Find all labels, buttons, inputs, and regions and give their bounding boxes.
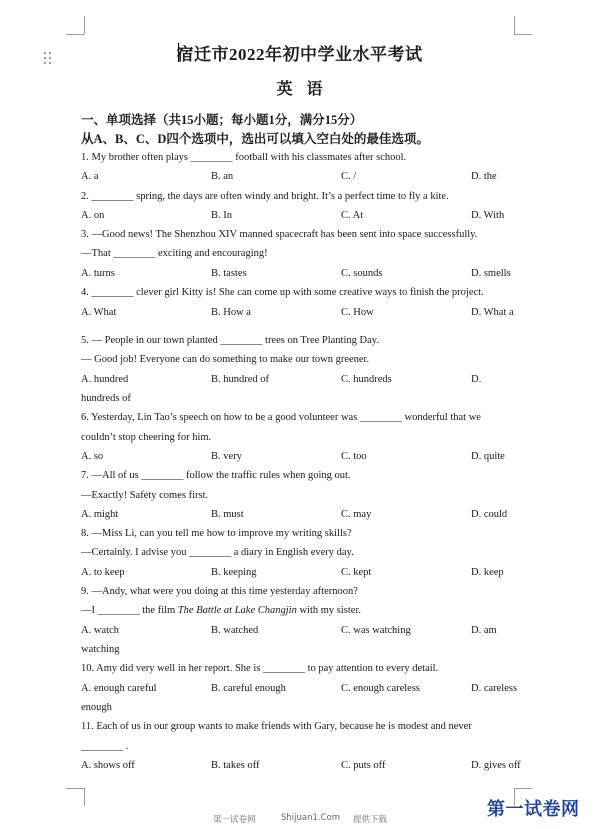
option-a[interactable]: A. enough careful — [81, 683, 157, 694]
option-d[interactable]: D. smells — [471, 268, 511, 279]
option-b[interactable]: B. must — [211, 509, 244, 520]
question-stem: 8. —Miss Li, can you tell me how to improve my writing skills? — [81, 528, 352, 539]
footer-site-name: 第一试卷网 — [213, 815, 256, 825]
option-c[interactable]: C. kept — [341, 567, 372, 578]
brand-logo-text: 第一试卷网 — [487, 799, 580, 820]
question-stem: 4. ________ clever girl Kitty is! She can come up with some creative ways to finish the project. — [81, 287, 484, 298]
option-b[interactable]: B. How a — [211, 307, 251, 318]
option-c[interactable]: C. may — [341, 509, 372, 520]
option-d[interactable]: D. quite — [471, 451, 505, 462]
question-stem: 5. — People in our town planted ________ trees on Tree Planting Day. — [81, 335, 379, 346]
question-stem: 9. —Andy, what were you doing at this time yesterday afternoon? — [81, 586, 358, 597]
option-d[interactable]: D. the — [471, 171, 497, 182]
option-d-wrap[interactable]: enough — [81, 702, 112, 713]
option-a[interactable]: A. shows off — [81, 760, 135, 771]
question-stem — [81, 604, 361, 618]
option-d[interactable]: D. What a — [471, 307, 514, 318]
question-stem: 7. —All of us ________ follow the traffic rules when going out. — [81, 470, 351, 481]
question-stem: 3. —Good news! The Shenzhou XIV manned spacecraft has been sent into space successfully. — [81, 229, 478, 240]
option-a[interactable]: A. might — [81, 509, 119, 520]
crop-mark — [514, 788, 532, 789]
option-d-wrap[interactable]: watching — [81, 644, 120, 655]
option-c[interactable]: C. / — [341, 171, 357, 182]
option-b[interactable]: B. an — [211, 171, 234, 182]
option-b[interactable]: B. very — [211, 451, 242, 462]
option-b[interactable]: B. In — [211, 210, 232, 221]
option-a[interactable]: A. hundred — [81, 374, 129, 385]
footer-note: 提供下载 — [353, 815, 388, 825]
crop-mark — [66, 34, 84, 35]
option-b[interactable]: B. hundred of — [211, 374, 270, 385]
option-d[interactable]: D. am — [471, 625, 497, 636]
question-stem: 1. My brother often plays ________ football with his classmates after school. — [81, 152, 407, 163]
question-stem: —That ________ exciting and encouraging! — [81, 248, 268, 259]
stem-text: —I ________ the film — [81, 605, 178, 616]
option-d[interactable]: D. keep — [471, 567, 504, 578]
crop-mark — [84, 16, 85, 34]
option-a[interactable]: A. so — [81, 451, 104, 462]
option-d[interactable]: D. — [471, 374, 482, 385]
film-title: The Battle at Lake Changjin — [177, 605, 297, 616]
option-a[interactable]: A. watch — [81, 625, 119, 636]
option-a[interactable]: A. a — [81, 171, 99, 182]
option-c[interactable]: C. How — [341, 307, 374, 318]
crop-mark — [514, 16, 515, 34]
option-b[interactable]: B. tastes — [211, 268, 247, 279]
question-stem: —Exactly! Safety comes first. — [81, 490, 209, 501]
option-d[interactable]: D. With — [471, 210, 505, 221]
crop-mark — [514, 34, 532, 35]
option-c[interactable]: C. was watching — [341, 625, 411, 636]
option-a[interactable]: A. to keep — [81, 567, 125, 578]
option-c[interactable]: C. sounds — [341, 268, 383, 279]
question-stem: — Good job! Everyone can do something to make our town greener. — [81, 354, 370, 365]
option-a[interactable]: A. on — [81, 210, 105, 221]
option-b[interactable]: B. takes off — [211, 760, 260, 771]
option-d[interactable]: D. gives off — [471, 760, 521, 771]
stem-text: with my sister. — [296, 605, 361, 616]
question-stem: 10. Amy did very well in her report. She is ________ to pay attention to every detail. — [81, 663, 439, 674]
option-c[interactable]: C. enough careless — [341, 683, 421, 694]
option-b[interactable]: B. watched — [211, 625, 259, 636]
question-stem: 11. Each of us in our group wants to make friends with Gary, because he is modest and never — [81, 721, 472, 732]
option-c[interactable]: C. hundreds — [341, 374, 392, 385]
question-stem: 2. ________ spring, the days are often windy and bright. It’s a perfect time to fly a kite. — [81, 191, 449, 202]
option-d[interactable]: D. could — [471, 509, 508, 520]
question-stem: ________ . — [81, 741, 129, 752]
section-instruction: 从A、B、C、D四个选项中，选出可以填入空白处的最佳选项。 — [81, 132, 429, 146]
question-stem: —Certainly. I advise you ________ a diary in English every day. — [81, 547, 354, 558]
option-a[interactable]: A. turns — [81, 268, 115, 279]
option-c[interactable]: C. At — [341, 210, 364, 221]
section-heading: 一、单项选择（共15小题；每小题1分，满分15分） — [81, 113, 363, 127]
footer-site-url[interactable]: Shijuan1.Com — [281, 813, 341, 823]
question-stem: couldn’t stop cheering for him. — [81, 432, 212, 443]
option-c[interactable]: C. puts off — [341, 760, 386, 771]
option-b[interactable]: B. careful enough — [211, 683, 286, 694]
option-d[interactable]: D. careless — [471, 683, 518, 694]
option-a[interactable]: A. What — [81, 307, 117, 318]
crop-mark — [84, 788, 85, 806]
crop-mark — [66, 788, 84, 789]
option-d-wrap[interactable]: hundreds of — [81, 393, 131, 404]
page-title: 宿迁市2022年初中学业水平考试 — [176, 45, 423, 64]
subject-title: 英语 — [276, 81, 337, 98]
option-c[interactable]: C. too — [341, 451, 367, 462]
option-b[interactable]: B. keeping — [211, 567, 257, 578]
question-stem: 6. Yesterday, Lin Tao’s speech on how to be a good volunteer was ________ wonderful that we — [81, 412, 481, 423]
